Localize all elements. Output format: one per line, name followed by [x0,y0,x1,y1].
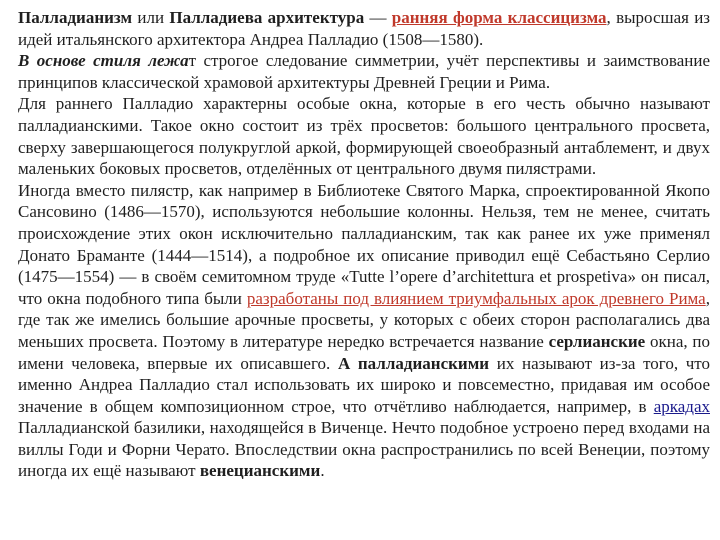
term-palladian: А палладианскими [337,353,490,373]
text: — [364,8,392,27]
term-serlian: серлианские [548,331,646,351]
text: . [320,461,325,481]
text: Иногда вместо пилястр, как например в Библиотеке Святого Марка, спроектированной Якопо Сансовино (1486—1570), используются небольшие колонны. Нельзя, тем не менее, считать происхождение этих окон исключительно палладианским, так как ранее их уже применял Донато Браманте (1444—1514), а подробное их описание приводил ещё Себастьяно Серлио (1475—1554) — в своём семитомном труде «Tutte l’opere d’architettura et prospetiva» он писал, что окна подобного типа были [18,180,710,308]
paragraph-origins [18,180,710,482]
text: т строгое следование симметрии, учёт перспективы и заимствование принципов классической храмовой архитектуры Древней Греции и Рима. [18,51,710,92]
text: Палладианской базилики, находящейся в Виченце. Нечто подобное устроено перед входами на виллы Годи и Форни Черато. Впоследствии окна распространились по всей Венеции, поэтому иногда их ещё называют [18,418,710,481]
text: окна, по имени человека, впервые их описавшего. [18,331,710,373]
term-venetian: венецианскими [199,461,321,481]
link-triumphal-arches[interactable]: разработаны под влиянием триумфальных арок древнего Рима [246,288,706,308]
text: Для раннего Палладио характерны особые окна, которые в его честь обычно называют палладианскими. Такое окно состоит из трёх просветов: большого центрального просвета, сверху завершающегося полукруглой аркой, формирующей своеобразный антаблемент, и двух маленьких боковых просветов, отделённых от центрального двумя пилястрами. [18,94,710,179]
text: , где так же имелись большие арочные просветы, у которых с обеих сторон располагались два меньших просвета. Поэтому в литературе нередко встречается название [18,288,710,351]
paragraph-style-basis [18,50,710,93]
text: , выросшая из идей итальянского архитектора Андреа Палладио (1508—1580). [18,8,711,49]
paragraph-intro [18,7,710,50]
lead-phrase: В основе стиля лежа [18,51,189,71]
text: или [132,8,170,27]
link-early-classicism[interactable]: ранняя форма классицизма [391,8,607,27]
text: их называют из-за того, что именно Андреа Палладио стал использовать их широко и повсеместно, придавая им особое значение в общем композиционном строе, что отчётливо наблюдается, например, в [18,353,710,416]
term-palladianism: Палладианизм [18,8,133,27]
paragraph-windows [18,93,710,179]
link-arcades[interactable]: аркадах [653,396,710,416]
term-palladian-architecture: Палладиева архитектура [169,8,365,27]
